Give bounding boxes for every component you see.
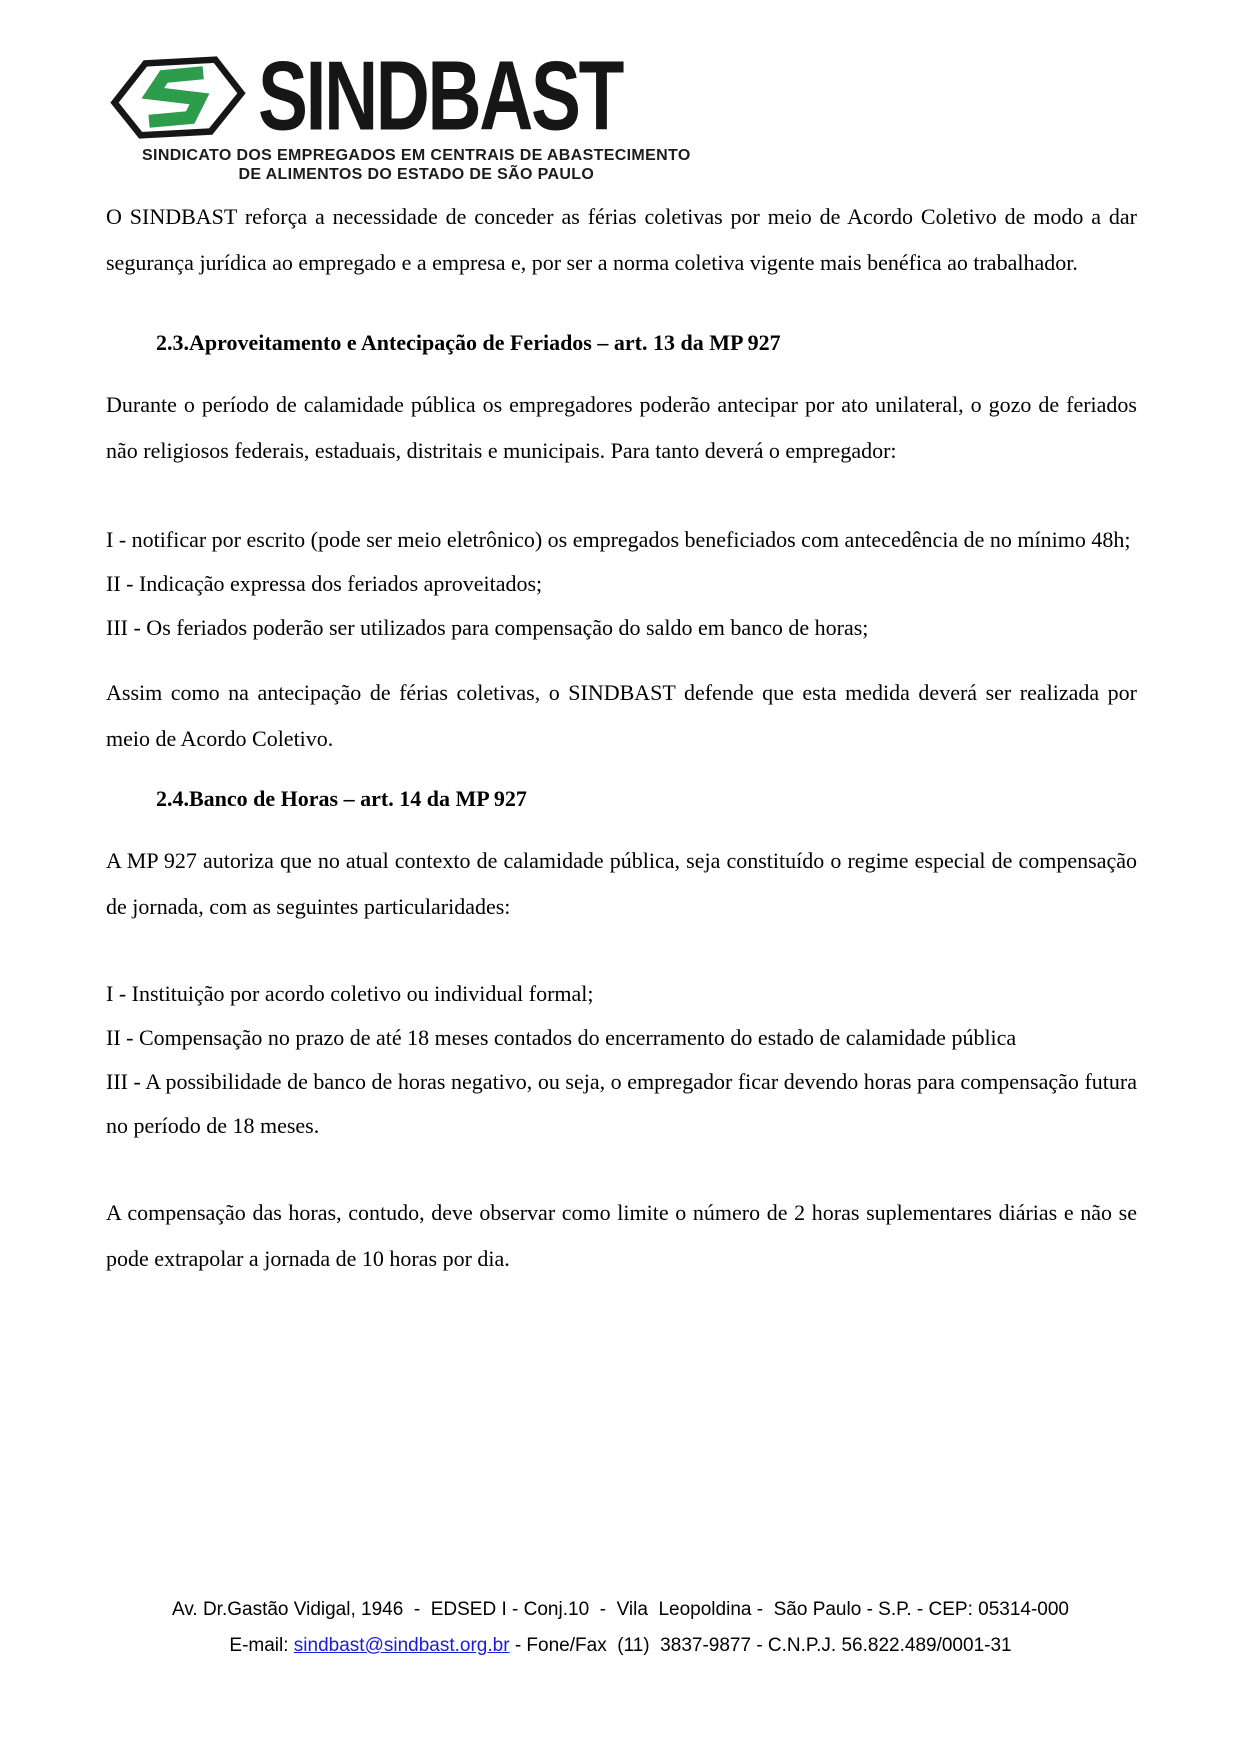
footer-address: Av. Dr.Gastão Vidigal, 1946 - EDSED I - Conj.10 - Vila Leopoldina - São Paulo - S.P. - CEP: 05314-000: [171, 1599, 1070, 1620]
footer: [0, 1592, 1241, 1664]
section-heading-2-3: 2.3.Aproveitamento e Antecipação de Feriados – art. 13 da MP 927: [156, 330, 781, 356]
logo-subtitle-line2: DE ALIMENTOS DO ESTADO DE SÃO PAULO: [238, 166, 595, 184]
paragraph-intro: O SINDBAST reforça a necessidade de conceder as férias coletivas por meio de Acordo Coletivo de modo a dar segurança jurídica ao empregado e a empresa e, por ser a norma coletiva vigente mais benéfica ao trabalhador.: [106, 204, 1137, 276]
footer-phone-cnpj: - Fone/Fax (11) 3837-9877 - C.N.P.J. 56.822.489/0001-31: [509, 1635, 1012, 1656]
hexagon-s-emblem-icon: [108, 50, 248, 144]
list-item-banco-3: III - A possibilidade de banco de horas negativo, ou seja, o empregador ficar devendo horas para compensação futura no período de 18 meses.: [106, 1069, 1137, 1139]
footer-contact: [0, 1628, 1241, 1664]
list-item-banco-1: I - Instituição por acordo coletivo ou individual formal;: [106, 981, 594, 1007]
list-banco-horas: [106, 972, 1137, 1148]
logo-wordmark: SINDBAST: [258, 41, 623, 151]
footer-email-label: E-mail:: [229, 1635, 294, 1656]
paragraph-compensacao: A compensação das horas, contudo, deve observar como limite o número de 2 horas suplementares diárias e não se pode extrapolar a jornada de 10 horas por dia.: [106, 1200, 1137, 1272]
list-item-feriados-1: I - notificar por escrito (pode ser meio eletrônico) os empregados beneficiados com antecedência de no mínimo 48h;: [106, 527, 1131, 553]
list-feriados: [106, 518, 1137, 650]
list-item-feriados-3: III - Os feriados poderão ser utilizados para compensação do saldo em banco de horas;: [106, 615, 869, 641]
page-header: [0, 0, 1241, 184]
paragraph-assim-como: Assim como na antecipação de férias coletivas, o SINDBAST defende que esta medida deverá ser realizada por meio de Acordo Coletivo.: [106, 680, 1137, 752]
email-link[interactable]: sindbast@sindbast.org.br: [293, 1635, 510, 1656]
paragraph-feriados: Durante o período de calamidade pública os empregadores poderão antecipar por ato unilateral, o gozo de feriados não religiosos federais, estaduais, distritais e municipais. Para tanto deverá o empregador:: [106, 392, 1137, 464]
paragraph-banco-horas: A MP 927 autoriza que no atual contexto de calamidade pública, seja constituído o regime especial de compensação de jornada, com as seguintes particularidades:: [106, 848, 1137, 920]
document-body: [0, 194, 1241, 1282]
list-item-feriados-2: II - Indicação expressa dos feriados aproveitados;: [106, 571, 543, 597]
section-heading-2-4: 2.4.Banco de Horas – art. 14 da MP 927: [156, 786, 527, 812]
list-item-banco-2: II - Compensação no prazo de até 18 meses contados do encerramento do estado de calamidade pública: [106, 1025, 1017, 1051]
sindbast-logo: [108, 41, 725, 184]
logo-subtitle-line1: SINDICATO DOS EMPREGADOS EM CENTRAIS DE ABASTECIMENTO: [142, 147, 691, 164]
